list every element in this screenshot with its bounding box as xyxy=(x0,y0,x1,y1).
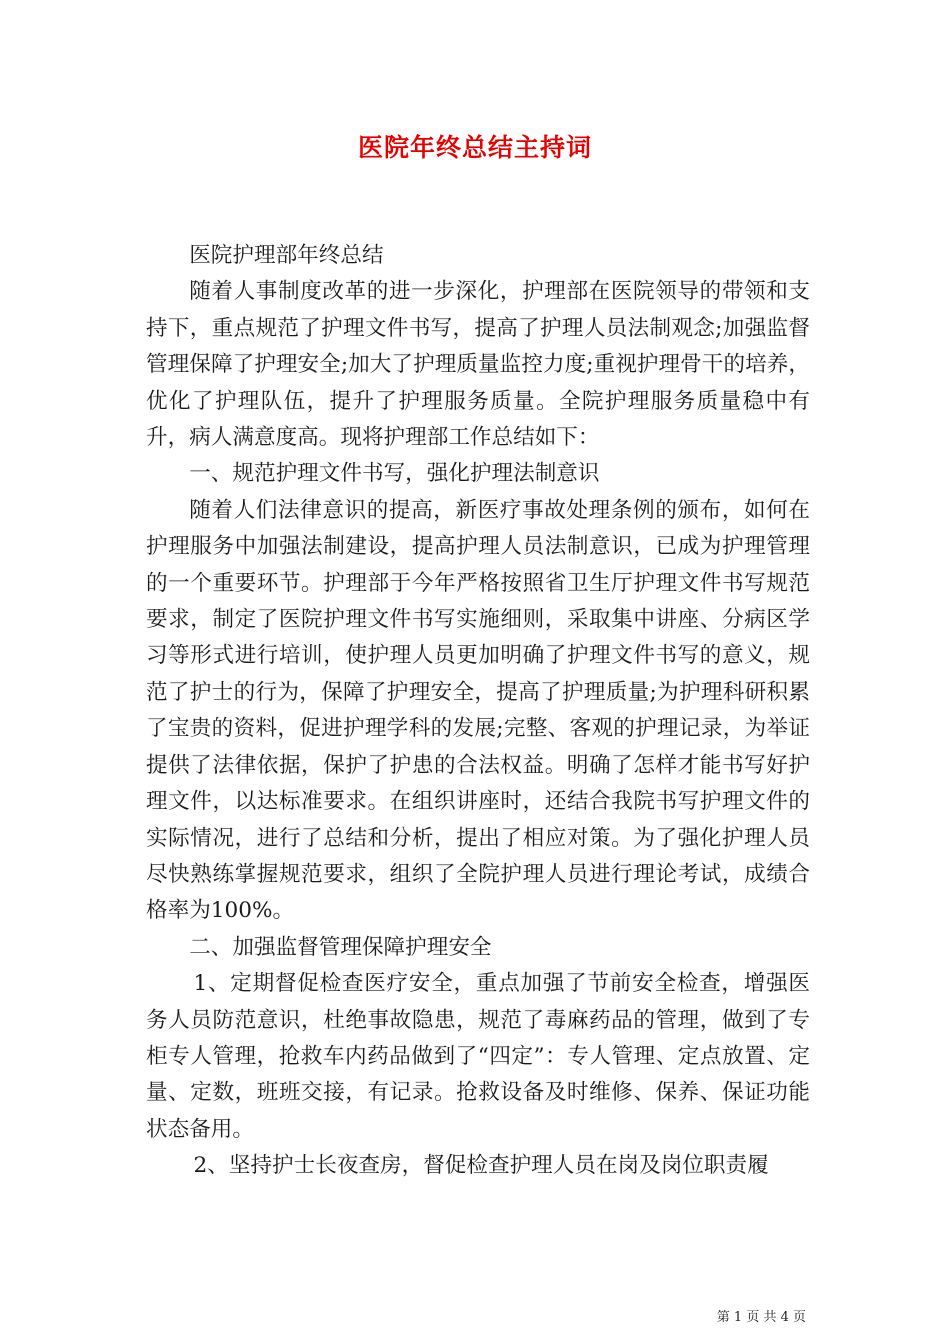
section-heading: 一、规范护理文件书写，强化护理法制意识 xyxy=(189,461,600,487)
section-heading: 二、加强监督管理保障护理安全 xyxy=(189,934,492,960)
page-indicator: 第 1 页 共 4 页 xyxy=(716,1310,806,1325)
body-paragraph: 1、定期督促检查医疗安全，重点加强了节前安全检查，增强医务人员防范意识，杜绝事故隐患，规范了毒麻药品的管理，做到了专柜专人管理，抢救车内药品做到了“四定”：专人管理、定点放置、定量、定数，班班交接，有记录。抢救设备及时维修、保养、保证功能状态备用。 xyxy=(146,971,810,1142)
document-body xyxy=(146,238,810,1185)
body-paragraph: 随着人事制度改革的进一步深化，护理部在医院领导的带领和支持下，重点规范了护理文件书写，提高了护理人员法制观念;加强监督管理保障了护理安全;加大了护理质量监控力度;重视护理骨干的培养，优化了护理队伍，提升了护理服务质量。全院护理服务质量稳中有升，病人满意度高。现将护理部工作总结如下： xyxy=(146,279,810,451)
section-heading: 医院护理部年终总结 xyxy=(189,243,384,268)
document-title: 医院年终总结主持词 xyxy=(357,133,592,162)
body-paragraph: 2、坚持护士长夜查房，督促检查护理人员在岗及岗位职责履 xyxy=(193,1153,769,1179)
body-paragraph: 随着人们法律意识的提高，新医疗事故处理条例的颁布，如何在护理服务中加强法制建设，提高护理人员法制意识，已成为护理管理的一个重要环节。护理部于今年严格按照省卫生厅护理文件书写规范要求，制定了医院护理文件书写实施细则，采取集中讲座、分病区学习等形式进行培训，使护理人员更加明确了护理文件书写的意义，规范了护士的行为，保障了护理安全，提高了护理质量;为护理科研积累了宝贵的资料，促进护理学科的发展;完整、客观的护理记录，为举证提供了法律依据，保护了护患的合法权益。明确了怎样才能书写好护理文件，以达标准要求。在组织讲座时，还结合我院书写护理文件的实际情况，进行了总结和分析，提出了相应对策。为了强化护理人员尽快熟练掌握规范要求，组织了全院护理人员进行理论考试，成绩合格率为100%。 xyxy=(146,497,810,924)
